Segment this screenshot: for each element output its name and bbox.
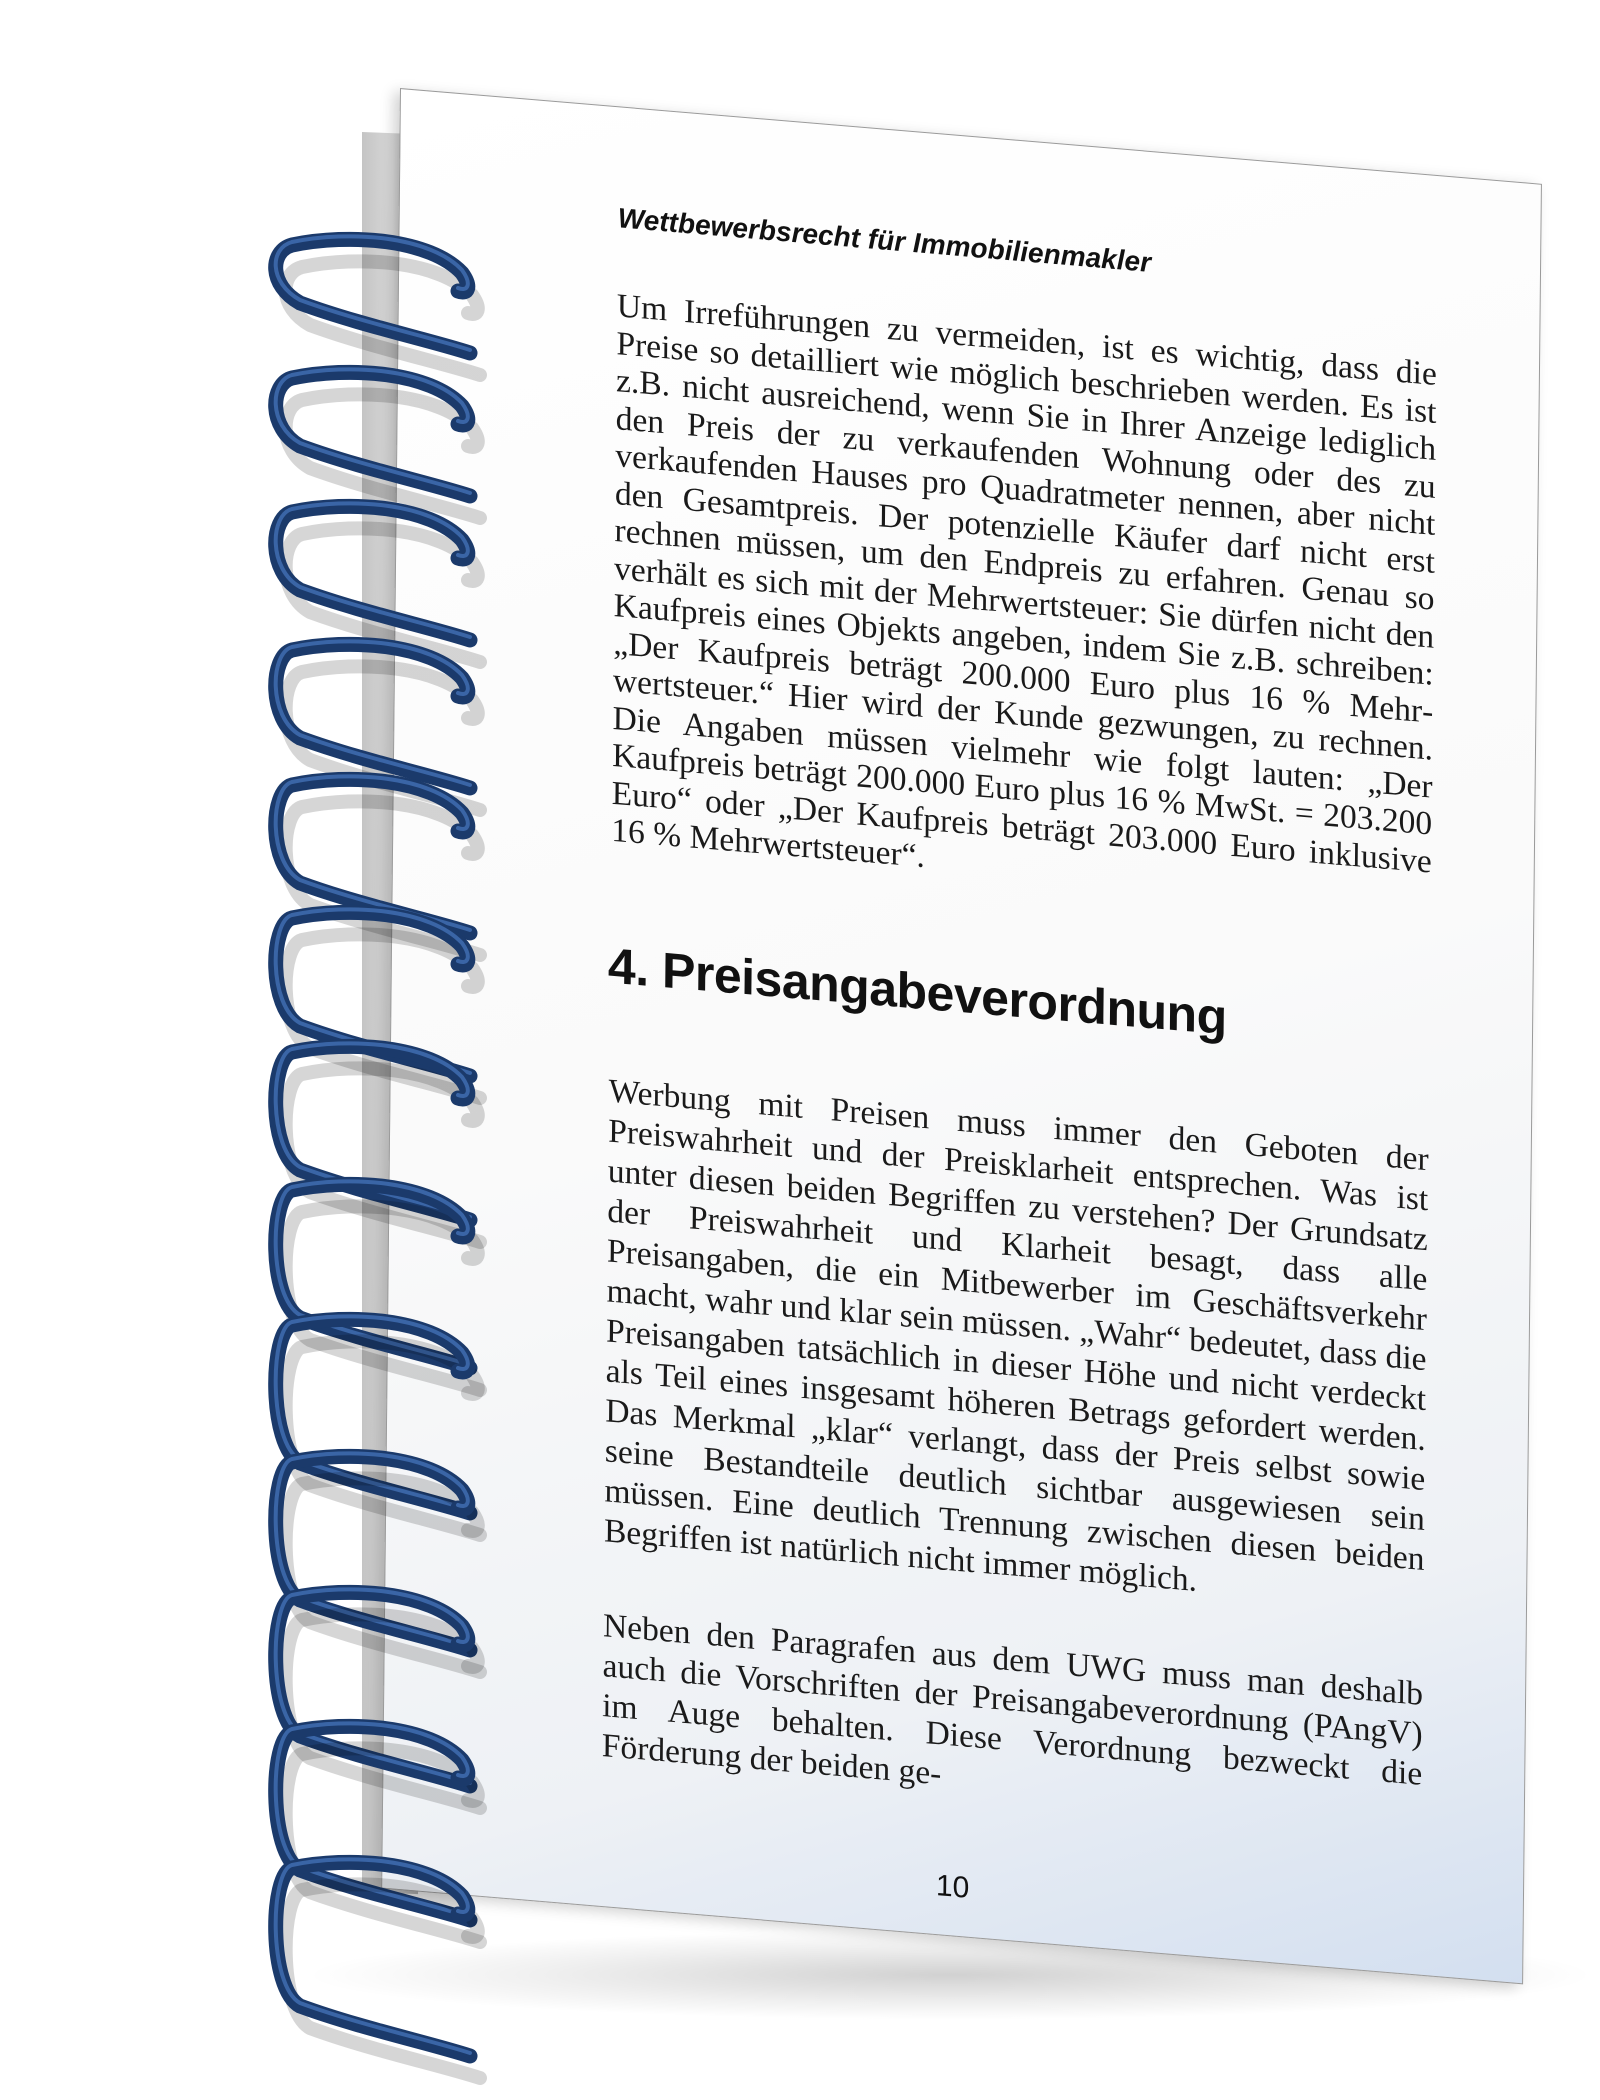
running-header: Wettbewerbsrecht für Immobilienmakler: [617, 202, 1152, 279]
spiral-coil-shadow: [286, 261, 480, 375]
page-number: 10: [935, 1869, 970, 1905]
section-heading: 4. Preisangabeverordnung: [607, 937, 1227, 1046]
spiral-coils: [276, 236, 480, 2078]
paragraph-3: Neben den Paragrafen aus dem UWG muss man deshalb auch die Vorschriften der Preisangabeverordnung (PAngV) im Auge behalten. Diese Verordnung bezweckt die Förderung der beiden ge-: [601, 1607, 1424, 1793]
paragraph-2: Werbung mit Preisen muss immer den Geboten der Preiswahrheit und der Preisklarheit entsprechen. Was ist unter diesen beiden Begriffen zu verstehen? Der Grundsatz der Preiswahrheit und Klarheit besagt, dass alle Preisangaben, die ein Mitbewerber im Geschäftsverkehr macht, wahr und klar sein müssen. „Wahr“ bedeutet, dass die Preisangaben tatsächlich in dieser Höhe und nicht verdeckt als Teil eines insgesamt höheren Betrags gefordert werden. Das Merkmal „klar“ verlangt, dass der Preis selbst sowie seine Bestandteile deutlich sichtbar ausgewiesen sein müssen. Eine deutlich Trennung zwischen diesen beiden Begriffen ist natürlich nicht immer möglich.: [603, 1072, 1429, 1599]
paragraph-1: Um Irreführungen zu vermeiden, ist es wichtig, dass die Preise so detailliert wie möglich beschrieben werden. Es ist z.B. nicht ausreichend, wenn Sie in Ihrer Anzeige lediglich den Preis der zu verkaufenden Wohnung oder des zu verkaufenden Hauses pro Quadratmeter nennen, aber nicht den Gesamtpreis. Der potenzielle Käufer darf nicht erst rechnen müssen, um den Endpreis zu erfahren. Genau so verhält es sich mit der Mehrwertsteuer: Sie dürfen nicht den Kaufpreis eines Objekts angeben, indem Sie z.B. schreiben: „Der Kaufpreis beträgt 200.000 Euro plus 16 % Mehrwertsteuer.“ Hier wird der Kunde gezwungen, zu rechnen. Die Angaben müssen vielmehr wie folgt lauten: „Der Kaufpreis beträgt 200.000 Euro plus 16 % MwSt. = 203.200 Euro“ oder „Der Kaufpreis beträgt 203.000 Euro inklusive 16 % Mehrwertsteuer“.: [611, 287, 1438, 881]
